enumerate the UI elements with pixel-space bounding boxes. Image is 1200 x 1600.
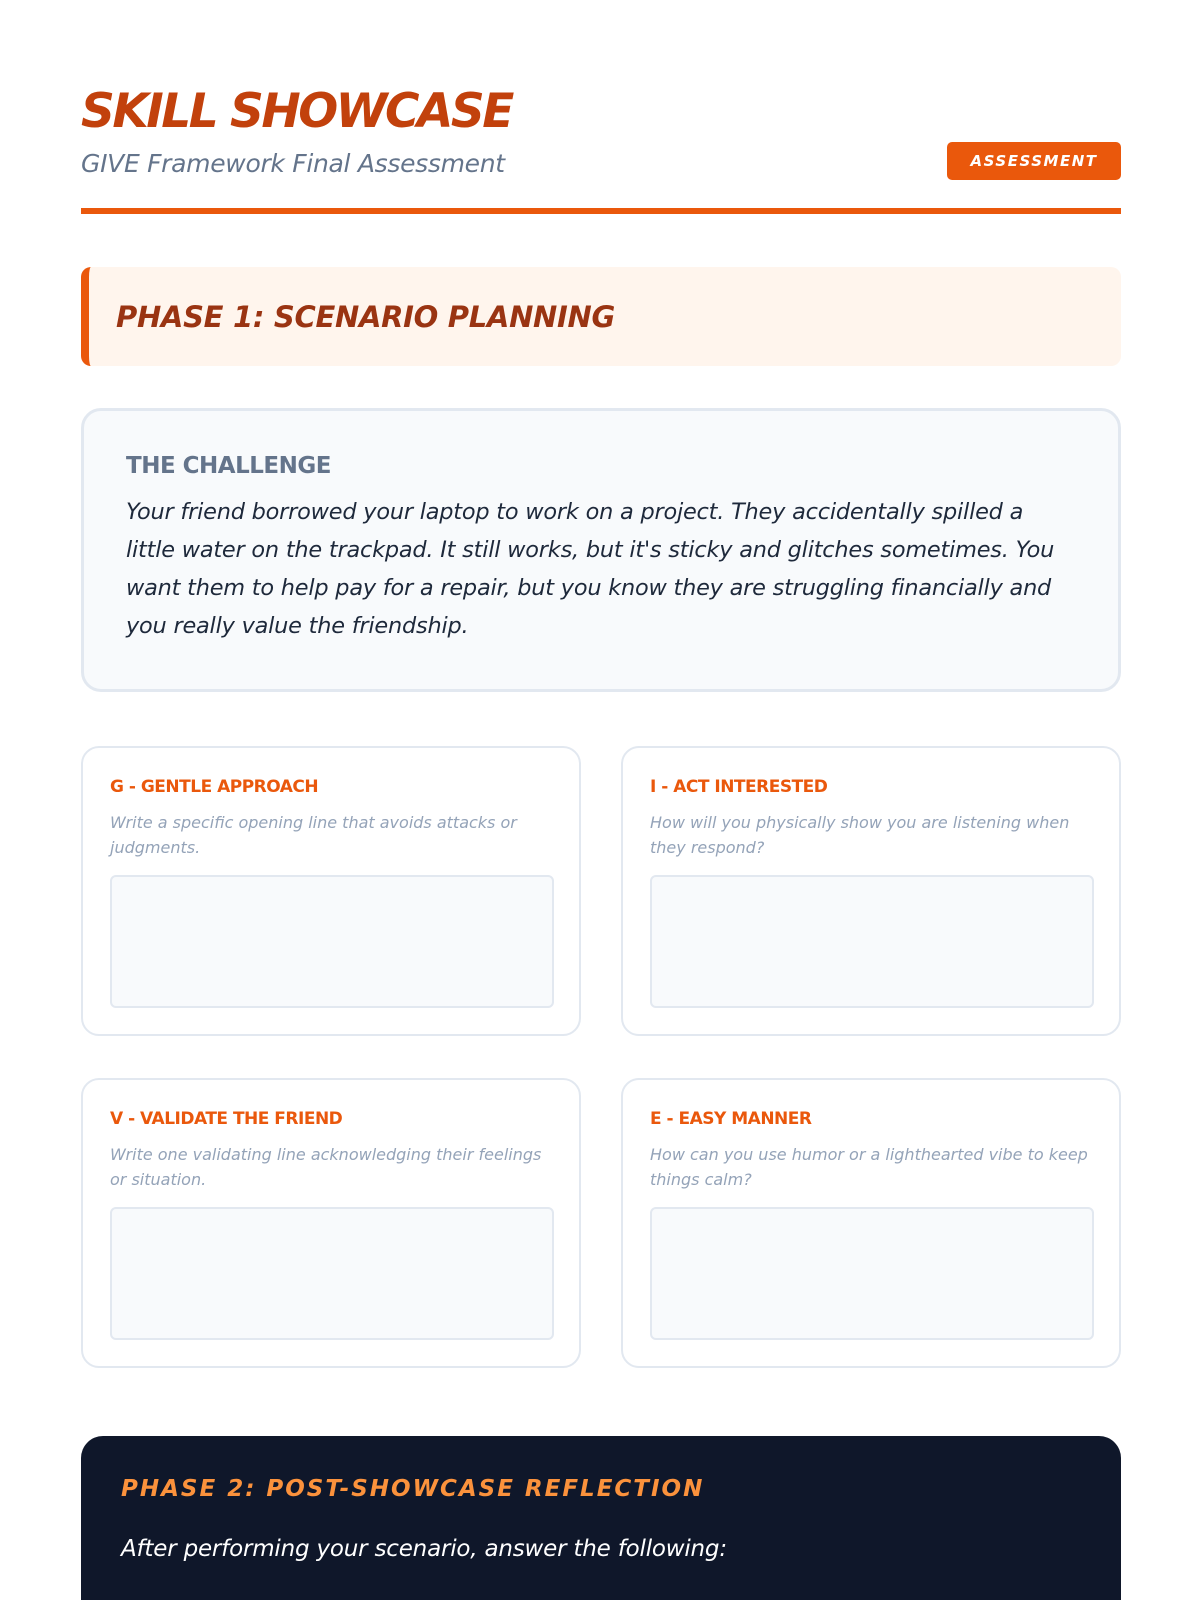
phase1-title: PHASE 1: SCENARIO PLANNING [116, 299, 615, 334]
challenge-text: Your friend borrowed your laptop to work on a project. They accidentally spilled a little water on the trackpad. It still works, but it's sticky and glitches sometimes. You want them to help pay for a repair, but you know they are struggling financially and you really value the friendship. [126, 499, 1055, 639]
card-validate-friend [81, 1078, 581, 1368]
assessment-badge: ASSESSMENT [947, 142, 1121, 180]
card-hint: Write one validating line acknowledging their feelings or situation. [110, 1145, 542, 1189]
page-title: SKILL SHOWCASE [81, 84, 512, 139]
phase2-text: After performing your scenario, answer the following: [121, 1536, 727, 1562]
card-gentle-approach [81, 746, 581, 1036]
page-header [81, 80, 1121, 214]
act-interested-input[interactable] [650, 875, 1094, 1008]
gentle-approach-input[interactable] [110, 875, 554, 1008]
card-title: E - EASY MANNER [650, 1109, 812, 1129]
challenge-label: THE CHALLENGE [126, 453, 331, 479]
card-act-interested [621, 746, 1121, 1036]
card-title: G - GENTLE APPROACH [110, 777, 319, 797]
card-hint: Write a specific opening line that avoids attacks or judgments. [110, 813, 517, 857]
card-hint: How will you physically show you are listening when they respond? [650, 813, 1070, 857]
challenge-box [81, 408, 1121, 692]
page-subtitle: GIVE Framework Final Assessment [81, 149, 505, 178]
phase2-title: PHASE 2: POST-SHOWCASE REFLECTION [121, 1476, 705, 1502]
card-hint: How can you use humor or a lighthearted vibe to keep things calm? [650, 1145, 1088, 1189]
card-title: I - ACT INTERESTED [650, 777, 828, 797]
phase2-section [81, 1436, 1121, 1600]
phase1-banner [81, 267, 1121, 366]
validate-friend-input[interactable] [110, 1207, 554, 1340]
card-title: V - VALIDATE THE FRIEND [110, 1109, 343, 1129]
easy-manner-input[interactable] [650, 1207, 1094, 1340]
card-easy-manner [621, 1078, 1121, 1368]
